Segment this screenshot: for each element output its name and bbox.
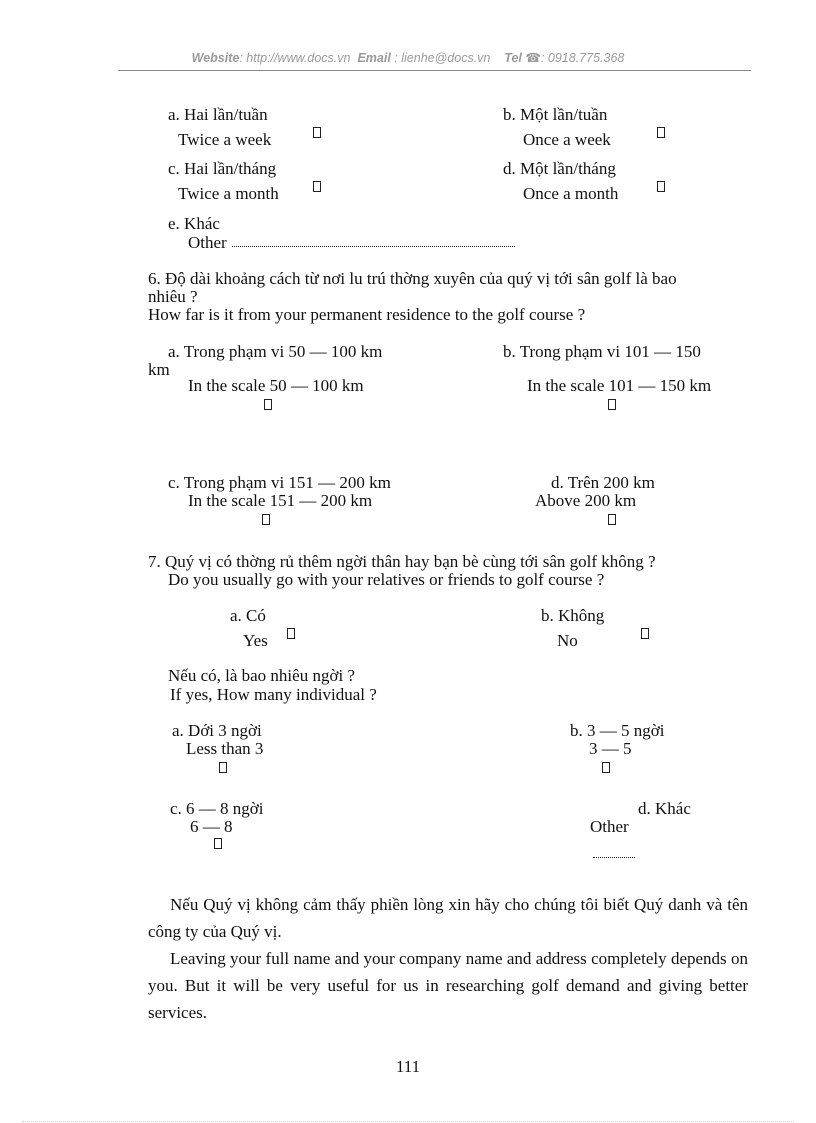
q7-count-option-a-checkbox[interactable]	[219, 762, 227, 773]
q6-option-b-en: In the scale 101 — 150 km	[527, 376, 712, 395]
q7-option-a-en: Yes	[243, 631, 268, 650]
q7-option-a-checkbox[interactable]	[287, 628, 295, 639]
q6-option-b-wrap: km	[148, 360, 170, 379]
q7-count-option-b-en: 3 — 5	[589, 739, 632, 758]
q7-option-b-vi: b. Không	[541, 606, 605, 625]
q6-question-vi-line2: nhiêu ?	[148, 287, 198, 306]
q6-question-vi-line1: 6. Độ dài khoảng cách từ nơi lu trú thờng xuyên của quý vị tới sân golf là bao	[148, 269, 677, 288]
q7-option-b-en: No	[557, 631, 578, 650]
closing-paragraph-en: Leaving your full name and your company name and address completely depends on you. But it will be very useful for us in researching golf demand and giving better services.	[148, 949, 748, 1022]
website-label: Website	[191, 51, 240, 65]
email-address[interactable]: : lienhe@docs.vn	[394, 51, 491, 65]
q5-option-d-checkbox[interactable]	[657, 181, 665, 192]
q5-option-a-checkbox[interactable]	[313, 127, 321, 138]
q7-count-option-b-checkbox[interactable]	[602, 762, 610, 773]
q5-option-c-vi: c. Hai lần/tháng	[168, 159, 277, 178]
header-divider	[118, 70, 751, 71]
q7-count-option-b-vi: b. 3 — 5 ngời	[570, 721, 665, 740]
q7-question-vi: 7. Quý vị có thờng rủ thêm ngời thân hay bạn bè cùng tới sân golf không ?	[148, 552, 656, 571]
q7-count-option-c-checkbox[interactable]	[214, 838, 222, 849]
email-label: Email	[357, 51, 391, 65]
q5-option-a-vi: a. Hai lần/tuần	[168, 105, 268, 124]
page-number: 111	[395, 1057, 421, 1076]
q5-option-c-en: Twice a month	[178, 184, 279, 203]
q7-followup-en: If yes, How many individual ?	[170, 685, 377, 704]
q6-option-c-en: In the scale 151 — 200 km	[188, 491, 373, 510]
q6-option-b-checkbox[interactable]	[608, 399, 616, 410]
q6-option-a-checkbox[interactable]	[264, 399, 272, 410]
q7-count-option-d-en: Other	[590, 817, 629, 836]
q7-other-answer-line[interactable]	[593, 857, 635, 858]
q5-option-d-en: Once a month	[523, 184, 619, 203]
q5-option-d-vi: d. Một lần/tháng	[503, 159, 616, 178]
q7-count-option-c-vi: c. 6 — 8 ngời	[170, 799, 264, 818]
tel-number: : 0918.775.368	[540, 51, 625, 65]
q5-option-e-vi: e. Khác	[168, 214, 220, 233]
q6-option-c-checkbox[interactable]	[262, 514, 270, 525]
q7-question-en: Do you usually go with your relatives or friends to golf course ?	[168, 570, 605, 589]
q7-option-b-checkbox[interactable]	[641, 628, 649, 639]
q5-option-b-checkbox[interactable]	[657, 127, 665, 138]
closing-paragraph-vi: Nếu Quý vị không cảm thấy phiền lòng xin hãy cho chúng tôi biết Quý danh và tên công ty của Quý vị.	[148, 895, 748, 941]
q6-option-c-vi: c. Trong phạm vi 151 — 200 km	[168, 473, 391, 492]
q6-option-b-vi: b. Trong phạm vi 101 — 150	[503, 342, 701, 361]
tel-label: Tel	[504, 51, 522, 65]
q5-option-b-en: Once a week	[523, 130, 611, 149]
q5-option-c-checkbox[interactable]	[313, 181, 321, 192]
q7-option-a-vi: a. Có	[230, 606, 266, 625]
q6-option-a-en: In the scale 50 — 100 km	[188, 376, 364, 395]
q7-followup-vi: Nếu có, là bao nhiêu ngời ?	[168, 666, 355, 685]
q6-question-en: How far is it from your permanent residence to the golf course ?	[148, 305, 586, 324]
q5-option-e-en: Other	[188, 233, 227, 252]
page-bottom-border	[22, 1121, 794, 1122]
q5-option-b-vi: b. Một lần/tuần	[503, 105, 608, 124]
q6-option-d-en: Above 200 km	[535, 491, 637, 510]
q6-option-a-vi: a. Trong phạm vi 50 — 100 km	[168, 342, 383, 361]
website-url[interactable]: : http://www.docs.vn	[239, 51, 351, 65]
q7-count-option-a-en: Less than 3	[186, 739, 264, 758]
q6-option-d-checkbox[interactable]	[608, 514, 616, 525]
page-header	[0, 50, 816, 65]
q7-count-option-a-vi: a. Dới 3 ngời	[172, 721, 262, 740]
q6-option-d-vi: d. Trên 200 km	[551, 473, 655, 492]
q5-option-a-en: Twice a week	[178, 130, 272, 149]
q5-other-answer-line[interactable]	[232, 246, 515, 247]
q7-count-option-d-vi: d. Khác	[638, 799, 691, 818]
q7-count-option-c-en: 6 — 8	[190, 817, 233, 836]
phone-icon: ☎	[525, 51, 541, 65]
